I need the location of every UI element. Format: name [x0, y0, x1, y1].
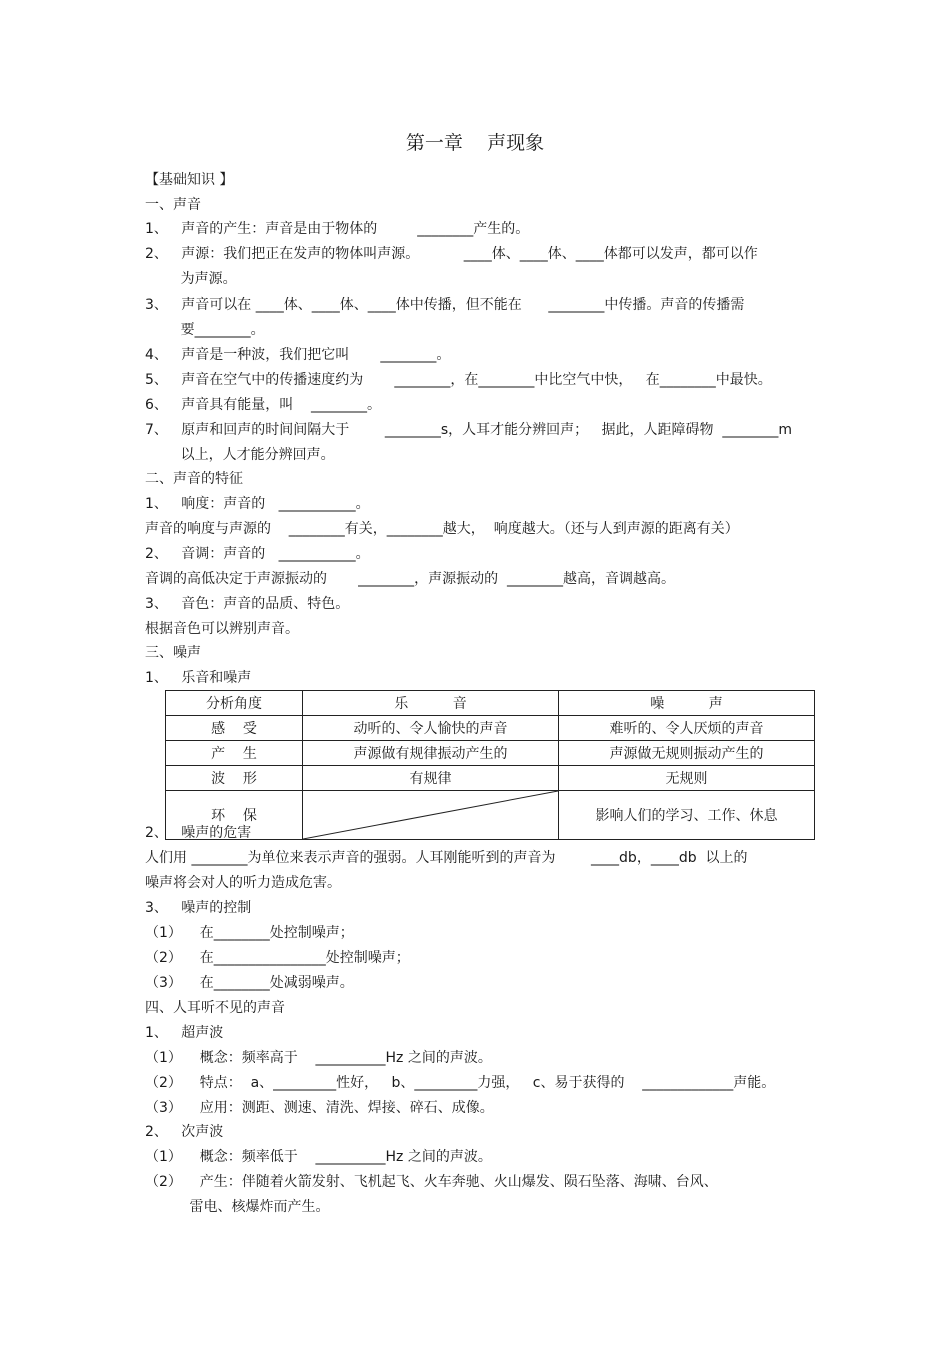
question-line: 5、 声音在空气中的传播速度约为 ________，在________中比空气中快， 在________中最快。	[145, 372, 772, 388]
question-line: （1） 在________处控制噪声；	[145, 925, 354, 941]
table-row	[166, 716, 815, 741]
table-cell: 环 保	[166, 791, 303, 840]
section-label: 【基础知识 】	[145, 172, 234, 188]
question-line: 音调的高低决定于声源振动的 ________，声源振动的 ________越高，音调越高。	[145, 571, 676, 587]
table-cell: 声源做有规律振动产生的	[303, 741, 559, 766]
table-cell: 波 形	[166, 766, 303, 791]
question-line: （2） 特点： a、_________性好， b、_________力强， c、易于获得的 _____________声能。	[145, 1075, 776, 1091]
table-cell: 动听的、令人愉快的声音	[303, 716, 559, 741]
question-line: 人们用 ________为单位来表示声音的强弱。人耳刚能听到的声音为 ____db，____db 以上的	[145, 850, 748, 866]
section-heading: 三、噪声	[145, 645, 201, 661]
question-line: 1、 超声波	[145, 1025, 224, 1041]
question-line: 雷电、核爆炸而产生。	[145, 1199, 330, 1215]
question-line: 1、 声音的产生：声音是由于物体的 ________产生的。	[145, 221, 530, 237]
question-line: 3、 噪声的控制	[145, 900, 252, 916]
question-line: 2、 噪声的危害	[145, 825, 252, 841]
table-row	[166, 766, 815, 791]
table-header-cell: 乐 音	[303, 691, 559, 716]
question-line: 7、 原声和回声的时间间隔大于 ________s，人耳才能分辨回声； 据此，人距障碍物 ________m	[145, 422, 793, 438]
question-line: （2） 产生：伴随着火箭发射、飞机起飞、火车奔驰、火山爆发、陨石坠落、海啸、台风、	[145, 1174, 718, 1190]
table-header-cell: 分析角度	[166, 691, 303, 716]
table-cell: 产 生	[166, 741, 303, 766]
diagonal-line	[303, 791, 558, 839]
table-cell: 难听的、令人厌烦的声音	[559, 716, 815, 741]
question-line: （3） 在________处减弱噪声。	[145, 975, 354, 991]
question-line: 1、 响度：声音的 ___________。	[145, 496, 370, 512]
table-row	[166, 791, 815, 840]
question-line: 根据音色可以辨别声音。	[145, 621, 299, 637]
question-line: （3） 应用：测距、测速、清洗、焊接、碎石、成像。	[145, 1100, 494, 1116]
question-line: 1、 乐音和噪声	[145, 670, 252, 686]
section-heading: 二、声音的特征	[145, 471, 243, 487]
table-cell: 感 受	[166, 716, 303, 741]
question-line: 噪声将会对人的听力造成危害。	[145, 875, 341, 891]
question-line: 以上，人才能分辨回声。	[145, 447, 335, 463]
question-line: （2） 在________________处控制噪声；	[145, 950, 410, 966]
question-line: （1） 概念：频率低于 __________Hz 之间的声波。	[145, 1149, 492, 1165]
table-cell: 有规律	[303, 766, 559, 791]
question-line: （1） 概念：频率高于 __________Hz 之间的声波。	[145, 1050, 492, 1066]
question-line: 4、 声音是一种波，我们把它叫 ________。	[145, 347, 451, 363]
question-line: 要________。	[145, 322, 265, 338]
table-row	[166, 741, 815, 766]
page-title: 第一章 声现象	[405, 132, 545, 154]
table-header-cell: 噪 声	[559, 691, 815, 716]
section-heading: 四、人耳听不见的声音	[145, 1000, 285, 1016]
table-header-row	[166, 691, 815, 716]
question-line: 3、 音色：声音的品质、特色。	[145, 596, 350, 612]
section-heading: 一、声音	[145, 197, 201, 213]
question-line: 2、 音调：声音的 ___________。	[145, 546, 370, 562]
question-line: 2、 声源：我们把正在发声的物体叫声源。 ____体、____体、____体都可以发声，都可以作	[145, 246, 758, 262]
question-line: 6、 声音具有能量，叫 ________。	[145, 397, 382, 413]
question-line: 为声源。	[145, 271, 237, 287]
table-cell: 声源做无规则振动产生的	[559, 741, 815, 766]
music-noise-table	[165, 690, 815, 840]
question-line: 声音的响度与声源的 ________有关，________越大， 响度越大。（还与人到声源的距离有关）	[145, 521, 739, 537]
question-line: 2、 次声波	[145, 1124, 224, 1140]
diagonal-cell	[303, 791, 559, 840]
table-cell: 影响人们的学习、工作、休息	[559, 791, 815, 840]
table-cell: 无规则	[559, 766, 815, 791]
question-line: 3、 声音可以在 ____体、____体、____体中传播，但不能在 ________中传播。声音的传播需	[145, 297, 745, 313]
